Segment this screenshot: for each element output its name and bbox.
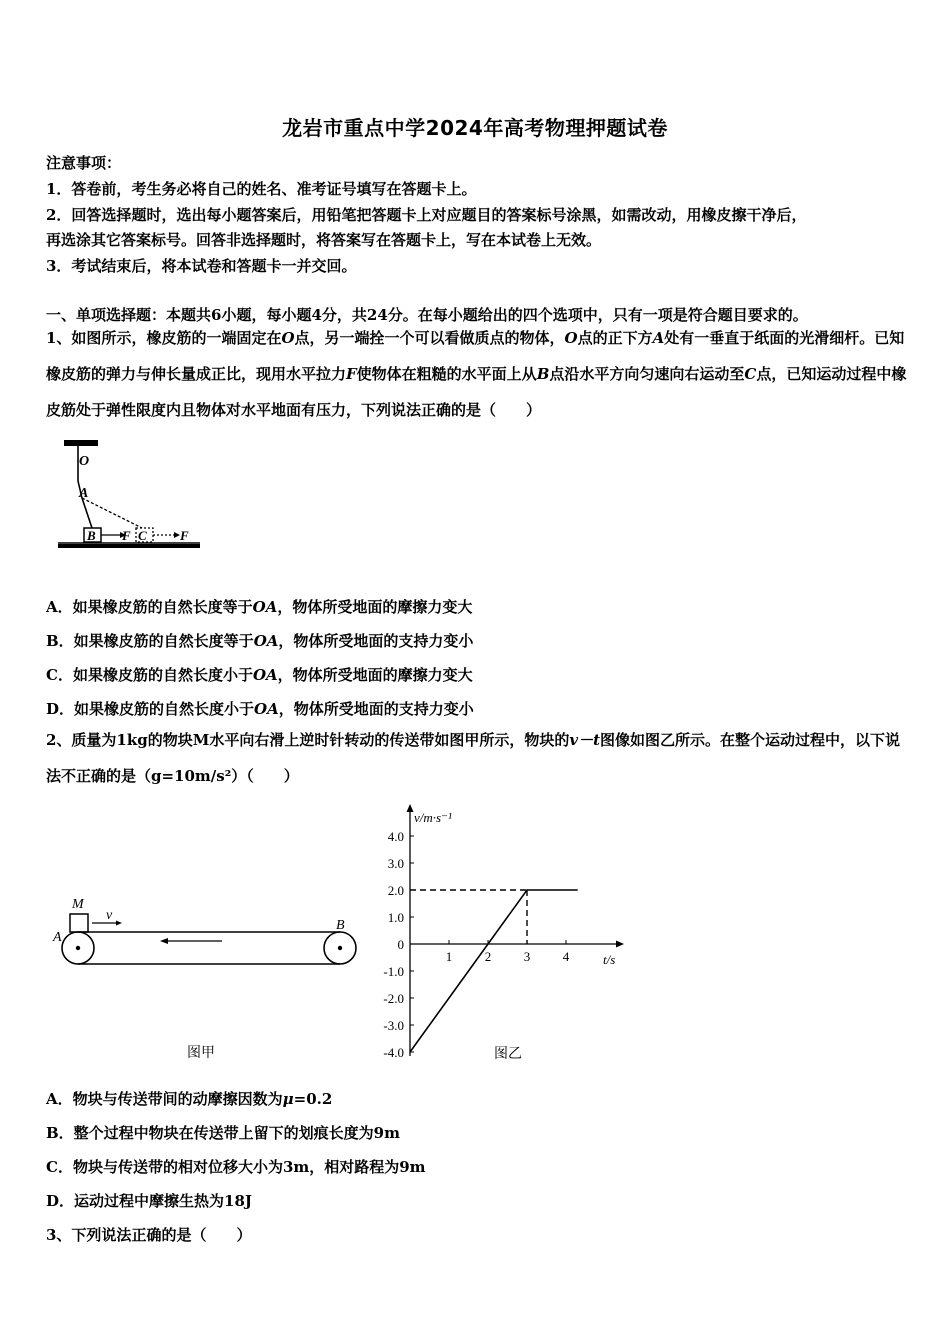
rubber-band-to-B (82, 498, 92, 528)
q1-option-a: A．如果橡皮筋的自然长度等于OA，物体所受地面的摩擦力变大 (46, 598, 473, 616)
x-axis-label: t/s (603, 952, 616, 967)
q2-option-c: C．物块与传送带的相对位移大小为3m，相对路程为9m (46, 1158, 426, 1176)
label-B-pulley: B (336, 918, 345, 933)
ground-hatch (58, 544, 200, 548)
label-F-at-C: F (180, 528, 189, 543)
conveyor-figure (46, 890, 366, 1070)
vt-chart (370, 798, 640, 1068)
y-tick-label: -3.0 (383, 1018, 404, 1033)
series-line-v (410, 890, 578, 1052)
y-tick-label: -1.0 (383, 964, 404, 979)
notice-item-1: 1．答卷前，考生务必将自己的姓名、准考证号填写在答题卡上。 (46, 180, 477, 198)
label-A: A (79, 486, 89, 501)
caption-yi: 图乙 (494, 1047, 522, 1062)
y-tick-label: -4.0 (383, 1045, 404, 1060)
q2-option-b: B．整个过程中物块在传送带上留下的划痕长度为9m (46, 1124, 400, 1142)
x-tick-label: 3 (523, 949, 531, 964)
y-tick-label: 1.0 (387, 910, 404, 925)
label-v: v (106, 908, 113, 923)
label-C: C (138, 528, 147, 543)
belt-direction-arrowhead (160, 938, 168, 944)
question-3-stem: 3、下列说法正确的是（ ） (46, 1226, 252, 1244)
label-O: O (79, 454, 90, 469)
page-title: 龙岩市重点中学2024年高考物理押题试卷 (282, 116, 668, 140)
y-tick-label: 4.0 (387, 829, 404, 844)
x-axis-arrowhead (616, 941, 624, 948)
q1-option-d: D．如果橡皮筋的自然长度小于OA，物体所受地面的支持力变小 (46, 700, 474, 718)
y-tick-label: 3.0 (387, 856, 404, 871)
label-M: M (72, 897, 84, 912)
question-1-stem: 1、如图所示，橡皮筋的一端固定在O点，另一端拴一个可以看做质点的物体，O点的正下方A处有一垂直于纸面的光滑细杆。已知橡皮筋的弹力与伸长量成正比，现用水平拉力F使物体在粗糙的水平面上从B点沿水平方向匀速向右运动至C点，已知运动过程中橡皮筋处于弹性限度内且物体对水平地面有压力，下列说法正确的是（ ） (46, 329, 907, 419)
ceiling-support (64, 440, 98, 446)
block-M (70, 914, 88, 932)
q1-option-c: C．如果橡皮筋的自然长度小于OA，物体所受地面的摩擦力变大 (46, 666, 473, 684)
y-axis-arrowhead (407, 804, 414, 812)
caption-jia: 图甲 (187, 1046, 215, 1061)
notice-item-3: 3．考试结束后，将本试卷和答题卡一并交回。 (46, 257, 357, 275)
x-tick-label: 1 (445, 949, 453, 964)
y-tick-label: 2.0 (387, 883, 404, 898)
x-tick-label: 2 (484, 949, 492, 964)
y-axis-label: v/m·s⁻¹ (414, 810, 452, 825)
notice-heading: 注意事项： (46, 154, 122, 172)
right-pulley-axle (338, 946, 342, 950)
q1-option-b: B．如果橡皮筋的自然长度等于OA，物体所受地面的支持力变小 (46, 632, 474, 650)
label-B: B (87, 528, 96, 543)
label-F-at-B: F (122, 528, 131, 543)
y-tick-label: 0 (397, 937, 404, 952)
left-pulley-axle (76, 946, 80, 950)
q2-option-a: A．物块与传送带间的动摩擦因数为μ=0.2 (46, 1090, 333, 1108)
section-heading: 一、单项选择题：本题共6小题，每小题4分，共24分。在每小题给出的四个选项中，只有一项是符合题目要求的。 (46, 306, 808, 324)
y-tick-label: -2.0 (383, 991, 404, 1006)
x-tick-label: 4 (562, 949, 570, 964)
notice-item-2: 2．回答选择题时，选出每小题答案后，用铅笔把答题卡上对应题目的答案标号涂黑，如需改动，用橡皮擦干净后， (46, 206, 807, 224)
q2-option-d: D．运动过程中摩擦生热为18J (46, 1192, 252, 1210)
question-2-stem: 2、质量为1kg的物块M水平向右滑上逆时针转动的传送带如图甲所示，物块的v－t图像如图乙所示。在整个运动过程中，以下说法不正确的是（g=10m/s²）（ ） (46, 731, 901, 785)
notice-item-2-cont: 再选涂其它答案标号。回答非选择题时，将答案写在答题卡上，写在本试卷上无效。 (46, 231, 602, 249)
label-A-pulley: A (53, 930, 62, 945)
velocity-arrowhead (116, 921, 122, 926)
question-1-figure (58, 436, 208, 560)
